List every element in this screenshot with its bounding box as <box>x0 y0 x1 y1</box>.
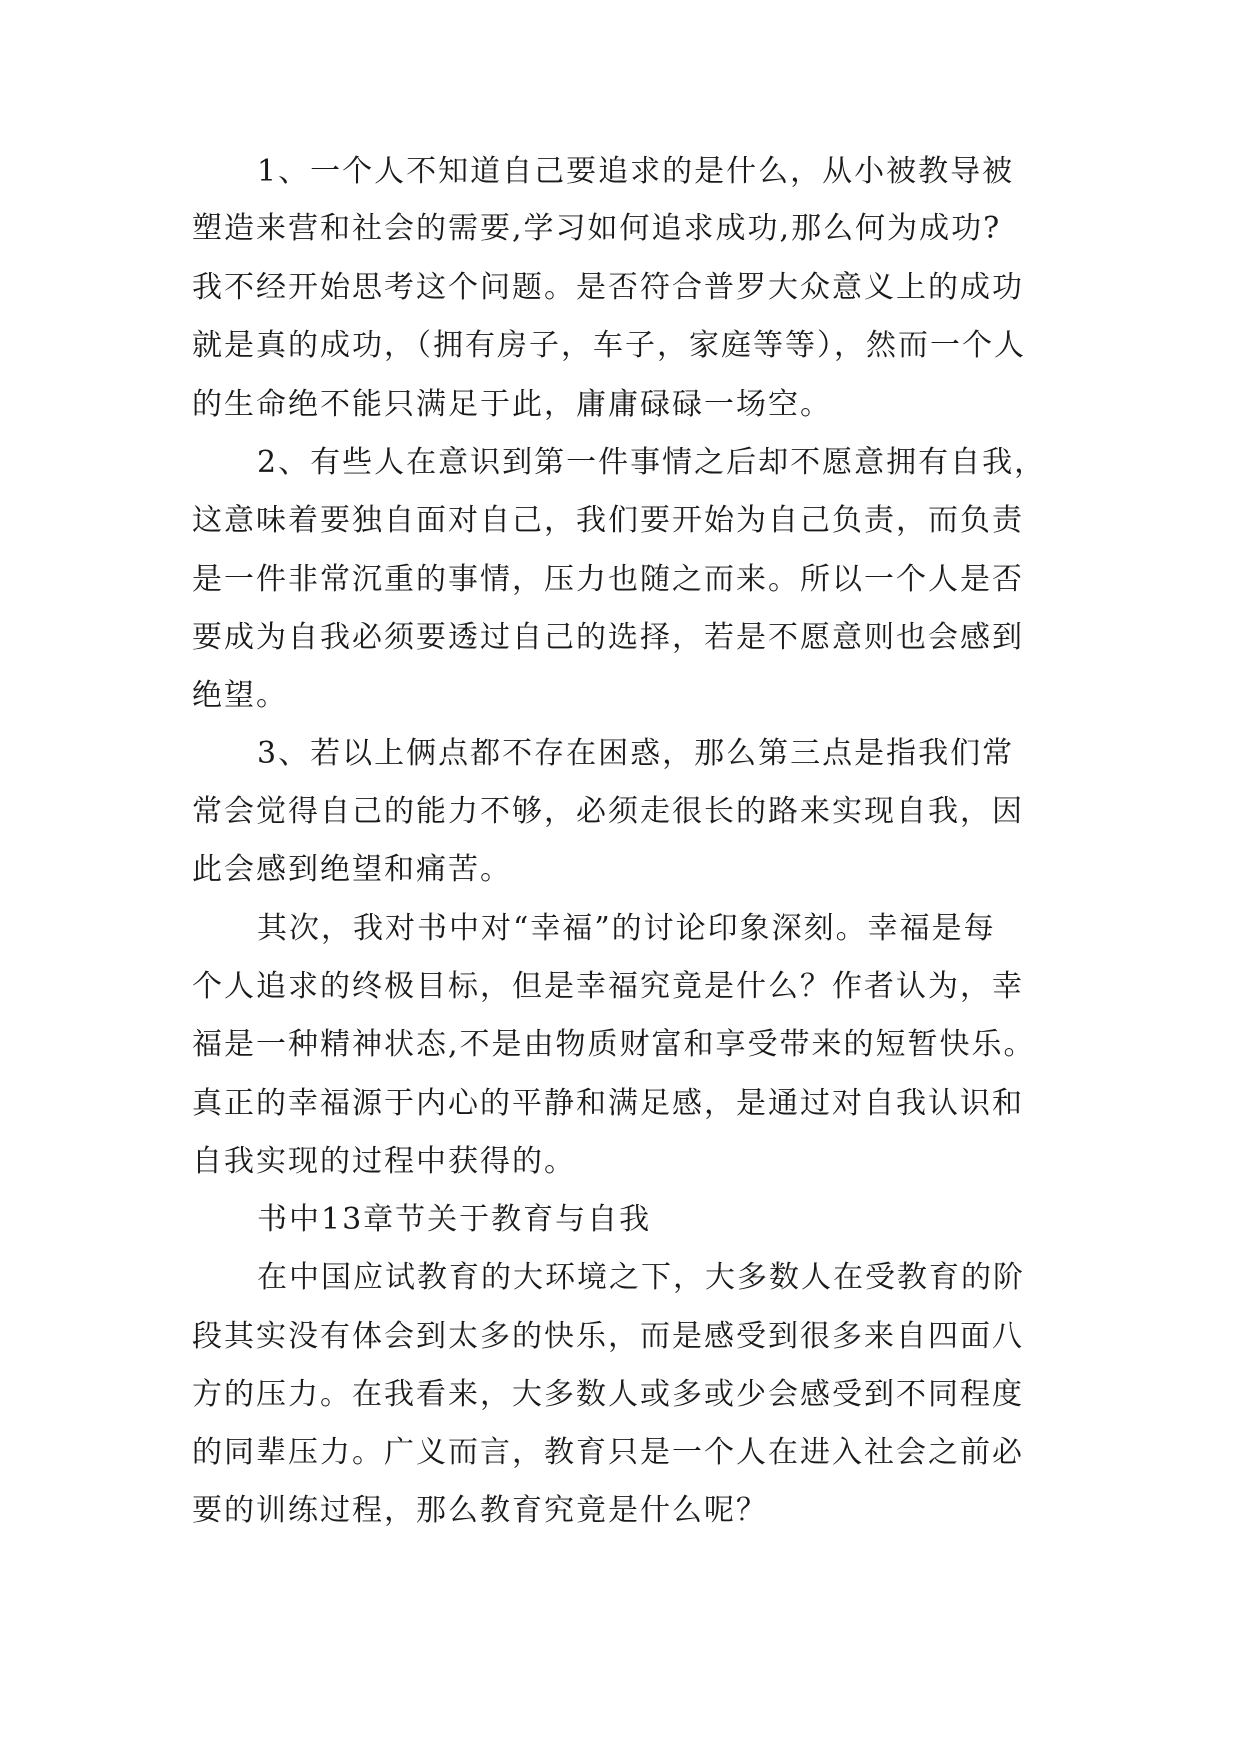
paragraph-6-line-1: 在中国应试教育的大环境之下，大多数人在受教育的阶 <box>257 1260 1025 1295</box>
paragraph-6-line-3: 方的压力。在我看来，大多数人或多或少会感受到不同程度 <box>192 1377 1024 1412</box>
paragraph-3-line-1: 3、若以上俩点都不存在困惑，那么第三点是指我们常 <box>257 736 1015 771</box>
paragraph-4-line-4: 真正的幸福源于内心的平静和满足感，是通过对自我认识和 <box>192 1086 1024 1121</box>
paragraph-4-line-5: 自我实现的过程中获得的。 <box>192 1144 576 1179</box>
paragraph-2-line-5: 绝望。 <box>192 678 288 713</box>
paragraph-5-line-1: 书中13章节关于教育与自我 <box>257 1202 652 1237</box>
paragraph-6-line-2: 段其实没有体会到太多的快乐，而是感受到很多来自四面八 <box>192 1319 1024 1354</box>
paragraph-6-line-5: 要的训练过程，那么教育究竟是什么呢？ <box>192 1493 768 1528</box>
paragraph-1-line-4: 就是真的成功，（拥有房子，车子，家庭等等），然而一个人 <box>192 328 1026 363</box>
paragraph-3-line-3: 此会感到绝望和痛苦。 <box>192 852 512 887</box>
paragraph-1-line-2: 塑造来营和社会的需要,学习如何追求成功,那么何为成功? <box>192 211 1002 246</box>
paragraph-6-line-4: 的同辈压力。广义而言，教育只是一个人在进入社会之前必 <box>192 1435 1024 1470</box>
paragraph-4-line-2: 个人追求的终极目标，但是幸福究竟是什么？作者认为，幸 <box>192 969 1024 1004</box>
paragraph-1-line-5: 的生命绝不能只满足于此，庸庸碌碌一场空。 <box>192 387 832 422</box>
paragraph-2-line-3: 是一件非常沉重的事情，压力也随之而来。所以一个人是否 <box>192 562 1024 597</box>
paragraph-1-line-1: 1、一个人不知道自己要追求的是什么，从小被教导被 <box>257 154 1015 189</box>
paragraph-3-line-2: 常会觉得自己的能力不够，必须走很长的路来实现自我，因 <box>192 794 1024 829</box>
paragraph-2-line-1: 2、有些人在意识到第一件事情之后却不愿意拥有自我， <box>257 445 1047 480</box>
paragraph-4-line-1: 其次，我对书中对“幸福”的讨论印象深刻。幸福是每 <box>257 911 996 946</box>
paragraph-1-line-3: 我不经开始思考这个问题。是否符合普罗大众意义上的成功 <box>192 270 1024 305</box>
paragraph-2-line-2: 这意味着要独自面对自己，我们要开始为自己负责，而负责 <box>192 503 1024 538</box>
paragraph-4-line-3: 福是一种精神状态,不是由物质财富和享受带来的短暂快乐。 <box>192 1027 1036 1062</box>
paragraph-2-line-4: 要成为自我必须要透过自己的选择，若是不愿意则也会感到 <box>192 620 1024 655</box>
